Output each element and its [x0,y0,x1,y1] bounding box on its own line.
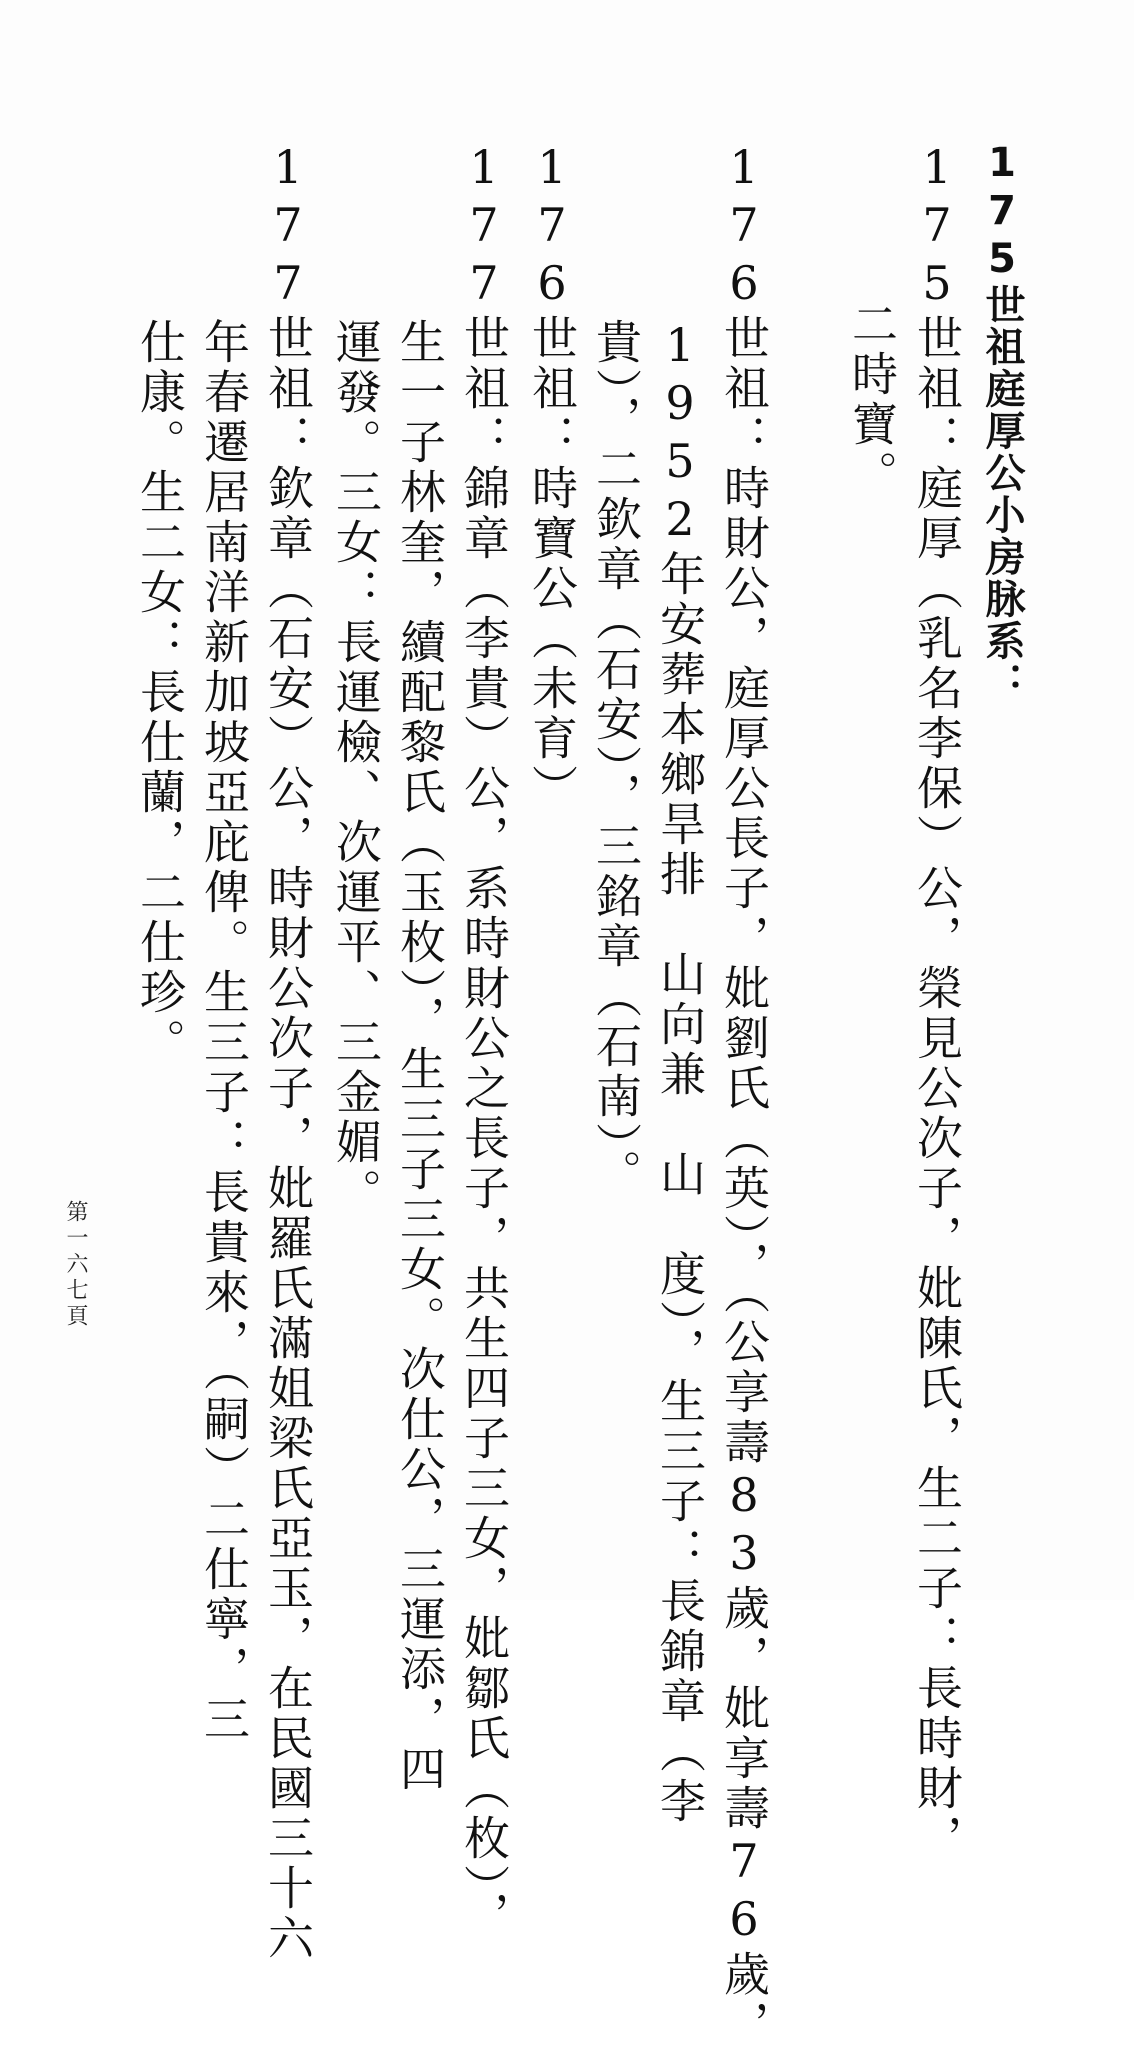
text-column-3: 176世祖：時財公，庭厚公長子，妣劉氏（英），（公享壽83歲，妣享壽76歲， [717,140,771,2050]
text-column-4: 1952年安葬本鄉旱排 山向兼 山 度），生三子：長錦章（李 [653,318,707,1827]
section-heading: 175世祖庭厚公小房脉系： [979,140,1025,704]
text-column-8: 生一子林奎，續配黎氏（玉枚），生三子三女。次仕公，三運添，四 [393,318,447,1795]
text-column-9: 運發。三女：長運檢、次運平、三金媚。 [329,318,383,1218]
text-column-5: 貴），二欽章（石安），三銘章（石南）。 [589,318,643,1199]
text-column-12: 仕康。生二女：長仕蘭，二仕珍。 [133,318,187,1068]
text-column-6: 176世祖：時寶公（未育） [525,140,579,814]
page-number: 第一六七頁 [63,1200,88,1330]
text-column-2: 二時寶。 [845,300,899,500]
text-column-10: 177世祖：欽章（石安）公，時財公次子，妣羅氏滿姐梁氏亞玉，在民國三十六 [261,140,315,1964]
text-column-1: 175世祖：庭厚（乳名李保）公，榮見公次子，妣陳氏，生二子：長時財， [910,140,964,1864]
text-column-11: 年春遷居南洋新加坡亞庇俾。生三子：長貴來，（嗣）二仕寧，三 [197,318,251,1745]
text-column-7: 177世祖：錦章（李貴）公，系時財公之長子，共生四子三女，妣鄒氏（枚）， [457,140,511,1941]
